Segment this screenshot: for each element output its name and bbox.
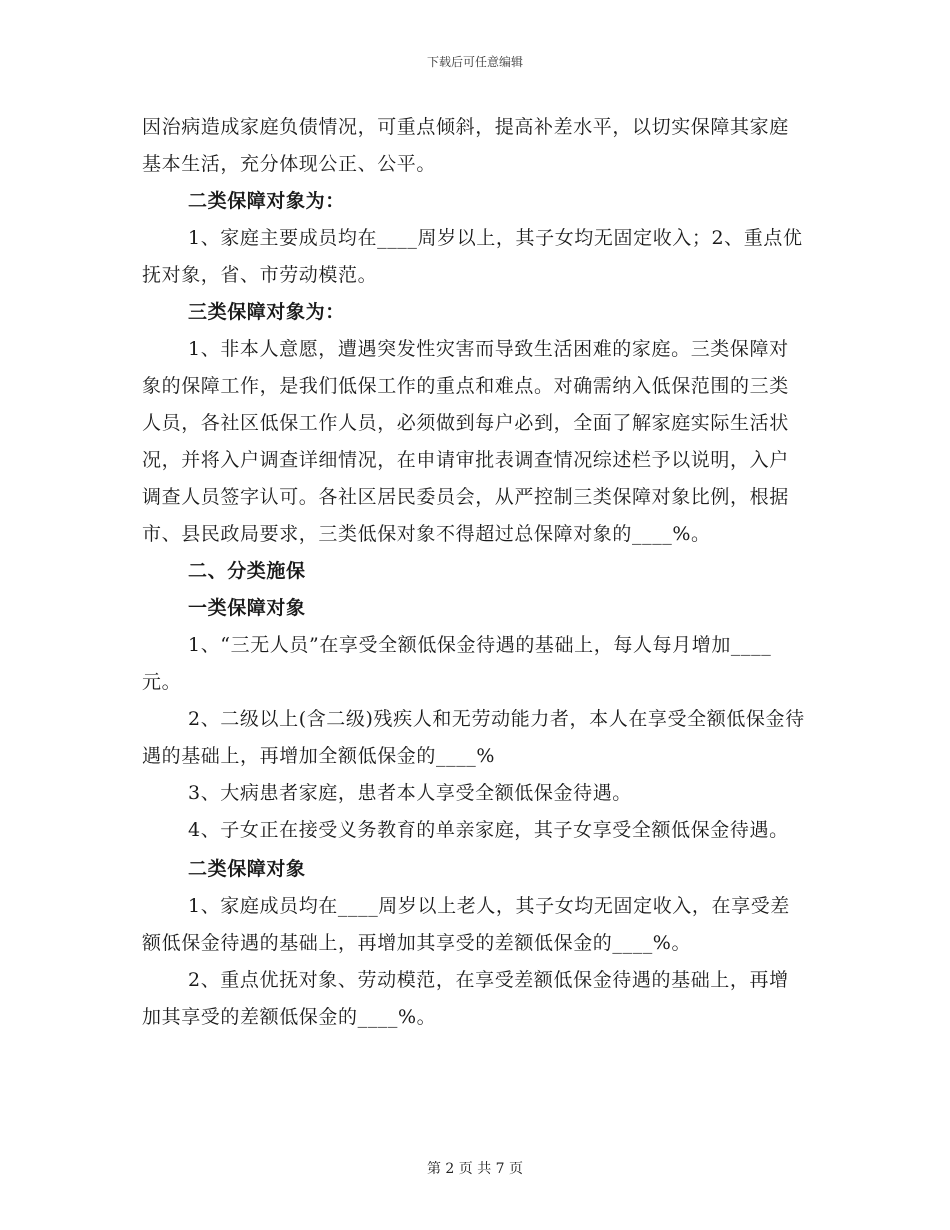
heading-class-two-targets: 二类保障对象为： bbox=[188, 190, 345, 212]
heading-class-three-targets: 三类保障对象为： bbox=[188, 301, 345, 323]
list-item-class-one-4: 4、子女正在接受义务教育的单亲家庭，其子女享受全额低保金待遇。 bbox=[188, 819, 789, 841]
page-footer: 第 2 页 共 7 页 bbox=[426, 1161, 524, 1177]
list-item-class-two-2: 2、重点优抚对象、劳动模范，在享受差额低保金待遇的基础上，再增加其享受的差额低保金的____%。 bbox=[142, 969, 789, 1028]
paragraph-class-two-item: 1、家庭主要成员均在____周岁以上，其子女均无固定收入；2、重点优抚对象，省、市劳动模范。 bbox=[142, 227, 803, 286]
document-body bbox=[142, 109, 808, 1036]
list-item-class-two-1: 1、家庭成员均在____周岁以上老人，其子女均无固定收入，在享受差额低保金待遇的基础上，再增加其享受的差额低保金的____%。 bbox=[142, 895, 790, 954]
heading-class-one-subsection: 一类保障对象 bbox=[188, 597, 306, 619]
list-item-class-one-2: 2、二级以上(含二级)残疾人和无劳动能力者，本人在享受全额低保金待遇的基础上，再增加全额低保金的____% bbox=[142, 708, 805, 767]
paragraph-class-three-item: 1、非本人意愿，遭遇突发性灾害而导致生活困难的家庭。三类保障对象的保障工作，是我们低保工作的重点和难点。对确需纳入低保范围的三类人员，各社区低保工作人员，必须做到每户必到，全面了解家庭实际生活状况，并将入户调查详细情况，在申请审批表调查情况综述栏予以说明，入户调查人员签字认可。各社区居民委员会，从严控制三类保障对象比例，根据市、县民政局要求，三类低保对象不得超过总保障对象的____%。 bbox=[142, 338, 789, 545]
list-item-class-one-1: 1、“三无人员”在享受全额低保金待遇的基础上，每人每月增加____元。 bbox=[142, 634, 772, 693]
page-header: 下载后可任意编辑 bbox=[426, 55, 523, 69]
heading-section-two: 二、分类施保 bbox=[188, 560, 306, 582]
heading-class-two-subsection: 二类保障对象 bbox=[188, 858, 306, 880]
list-item-class-one-3: 3、大病患者家庭，患者本人享受全额低保金待遇。 bbox=[188, 782, 632, 804]
paragraph-continuation: 因治病造成家庭负债情况，可重点倾斜，提高补差水平，以切实保障其家庭基本生活，充分体现公正、公平。 bbox=[142, 116, 789, 175]
